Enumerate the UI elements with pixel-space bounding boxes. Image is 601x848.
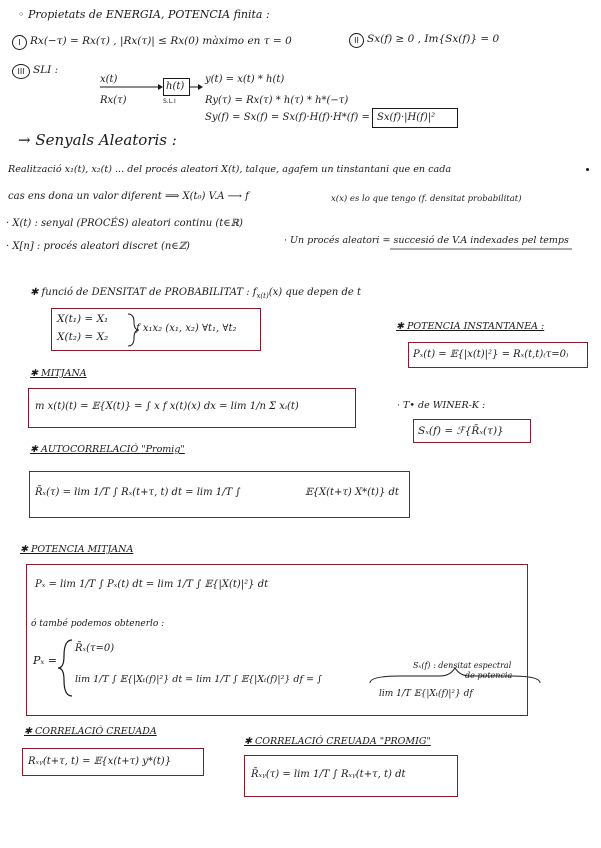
aleatoris-bullet-1: · X(t) : senyal (PROCÉS) aleatori continu (t∈ℝ) xyxy=(6,218,243,229)
margin-dot xyxy=(586,168,589,171)
potmitj-sx-note-2: de potencia xyxy=(465,671,513,680)
densitat-heading-tail: (x) que depen de t xyxy=(268,287,362,298)
corrcreuadaprom-formula: R̄ₓᵧ(τ) = lim 1/T ∫ Rₓᵧ(t+τ, t) dt xyxy=(251,769,406,780)
sli-block-sub: S.L.I xyxy=(163,98,176,105)
sli-output-spectrum: Sy(f) = Sx(f) = Sx(f)·H(f)·H*(f) = xyxy=(205,112,370,123)
sli-input-autocorr: Rx(τ) xyxy=(100,95,127,106)
prop-three-text: SLI : xyxy=(33,64,59,76)
mitjana-box xyxy=(28,388,356,428)
densitat-heading-sub: x(t) xyxy=(256,292,269,300)
densitat-heading-main: ✱ funció de DENSITAT de PROBABILITAT : f xyxy=(30,287,257,298)
potinst-heading: ✱ POTENCIA INSTANTANEA : xyxy=(396,321,545,332)
corrcreuadaprom-box xyxy=(244,755,458,797)
roman-two-label: II xyxy=(349,33,364,48)
props-title: ◦ Propietats de ENERGIA, POTENCIA finita : xyxy=(18,8,270,21)
aleatoris-line-2b: x(x) es lo que tengo (f. densitat probabilitat) xyxy=(331,194,522,204)
sli-output: y(t) = x(t) * h(t) xyxy=(205,74,285,85)
sli-block-label: h(t) xyxy=(166,81,185,92)
densitat-line-1: X(t₁) = X₁ xyxy=(57,313,109,325)
potmitj-case-2: lim 1/T ∫ 𝔼{|Xₜ(f)|²} dt = lim 1/T ∫ 𝔼{|Xₜ(f)|²} df = ∫ xyxy=(75,674,322,685)
potinst-formula: Pₓ(t) = 𝔼{|x(t)|²} = Rₓ(t,t)₍τ=0₎ xyxy=(413,349,569,360)
potmitj-sx-note-1: Sₓ(f) : densitat espectral xyxy=(413,661,512,670)
sli-result: Sx(f)·|H(f)|² xyxy=(377,112,436,123)
autocorr-formula-b: 𝔼{X(t+τ) X*(t)} dt xyxy=(305,487,399,498)
densitat-box xyxy=(51,308,261,351)
corrcreuada-box xyxy=(22,748,204,776)
aleatoris-heading: → Senyals Aleatoris : xyxy=(18,131,177,149)
wiener-box xyxy=(413,419,531,443)
densitat-heading xyxy=(30,287,361,300)
mitjana-heading: ✱ MITJANA xyxy=(30,368,87,379)
autocorr-heading: ✱ AUTOCORRELACIÓ "Promig" xyxy=(30,444,185,455)
densitat-joint: f x₁x₂ (x₁, x₂) ∀t₁, ∀t₂ xyxy=(136,323,237,334)
corrcreuadaprom-heading: ✱ CORRELACIÓ CREUADA "PROMIG" xyxy=(244,736,431,747)
potmitj-also: ó també podemos obtenerlo : xyxy=(31,619,165,629)
sli-input: x(t) xyxy=(100,74,118,85)
aleatoris-line-2a: cas ens dona un valor diferent ⟹ X(t₀) V.A ⟶ f xyxy=(8,191,249,202)
potmitj-box xyxy=(26,564,528,716)
corrcreuada-heading: ✱ CORRELACIÓ CREUADA xyxy=(24,726,157,737)
aleatoris-line-1: Realització x₁(t), x₂(t) ... del procés aleatori X(t), talque, agafem un tinstantani que en cada xyxy=(8,164,452,175)
aleatoris-bullet-2: · X[n] : procés aleatori discret (n∈ℤ) xyxy=(6,241,190,252)
densitat-line-2: X(t₂) = X₂ xyxy=(57,331,109,343)
potmitj-line-1: Pₓ = lim 1/T ∫ Pₓ(t) dt = lim 1/T ∫ 𝔼{|X(t)|²} dt xyxy=(35,579,269,590)
sli-output-autocorr: Ry(τ) = Rx(τ) * h(τ) * h*(−τ) xyxy=(205,95,349,106)
potmitj-px-label: Pₓ = xyxy=(33,654,58,667)
prop-two-text: Sx(f) ≥ 0 , Im{Sx(f)} = 0 xyxy=(367,33,500,45)
roman-one-label: I xyxy=(12,35,27,50)
potmitj-case-1: R̄ₓ(τ=0) xyxy=(75,643,115,654)
aleatoris-note: · Un procés aleatori = succesió de V.A indexades pel temps xyxy=(284,235,569,246)
autocorr-box xyxy=(29,471,410,518)
mitjana-formula: m x(t)(t) = 𝔼{X(t)} = ∫ x f x(t)(x) dx = lim 1/n Σ xᵢ(t) xyxy=(35,401,299,412)
wiener-formula: Sₓ(f) = ℱ{R̄ₓ(τ)} xyxy=(418,425,504,437)
corrcreuada-formula: Rₓᵧ(t+τ, t) = 𝔼{x(t+τ) y*(t)} xyxy=(28,756,172,767)
sli-result-box xyxy=(372,108,458,128)
potmitj-heading: ✱ POTENCIA MITJANA xyxy=(20,544,134,555)
prop-one-text: Rx(−τ) = Rx(τ) , |Rx(τ)| ≤ Rx(0) màximo en τ = 0 xyxy=(30,35,292,47)
wiener-heading: · T• de WINER-K : xyxy=(397,400,486,411)
autocorr-formula-a: R̄ₓ(τ) = lim 1/T ∫ Rₓ(t+τ, t) dt = lim 1/T ∫ xyxy=(35,487,241,498)
potinst-box xyxy=(408,342,588,368)
roman-three-label: III xyxy=(12,64,30,79)
potmitj-case-2-tail: lim 1/T 𝔼{|Xₜ(f)|²} df xyxy=(379,689,473,699)
